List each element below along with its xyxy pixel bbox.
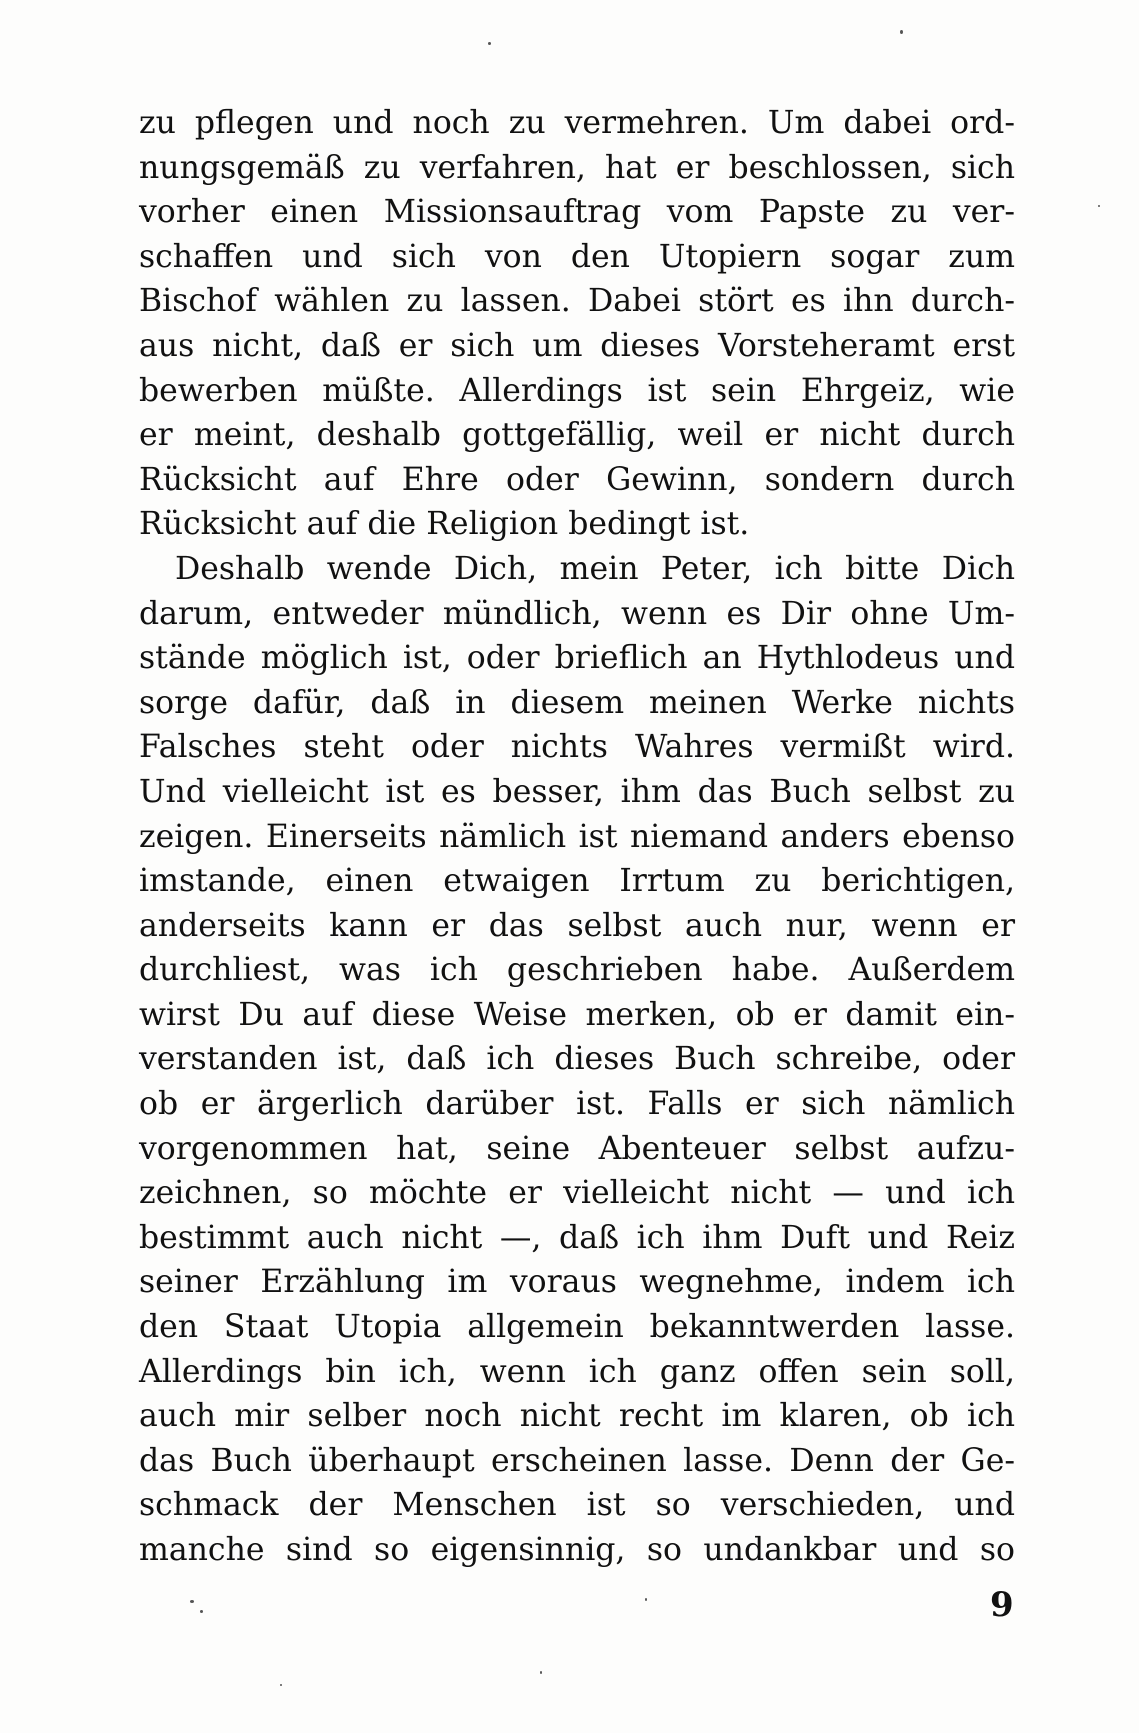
text-line: Rücksicht auf Ehre oder Gewinn, sondern durch bbox=[139, 461, 1015, 498]
dust-speck bbox=[280, 1684, 282, 1686]
text-line: bewerben müßte. Allerdings ist sein Ehrgeiz, wie bbox=[139, 372, 1015, 409]
text-line: verstanden ist, daß ich dieses Buch schreibe, oder bbox=[139, 1041, 1015, 1078]
text-line: er meint, deshalb gottgefällig, weil er nicht durch bbox=[139, 417, 1015, 454]
dust-speck bbox=[645, 1598, 647, 1601]
text-line: bestimmt auch nicht —, daß ich ihm Duft und Reiz bbox=[139, 1219, 1015, 1256]
text-line: zeichnen, so möchte er vielleicht nicht — und ich bbox=[139, 1175, 1015, 1212]
text-line: Und vielleicht ist es besser, ihm das Buch selbst zu bbox=[139, 773, 1015, 810]
text-line: seiner Erzählung im voraus wegnehme, indem ich bbox=[139, 1264, 1015, 1301]
text-line: aus nicht, daß er sich um dieses Vorsteheramt erst bbox=[139, 327, 1015, 364]
text-line: Deshalb wende Dich, mein Peter, ich bitte Dich bbox=[175, 550, 1015, 587]
dust-speck bbox=[540, 1671, 542, 1674]
text-line: anderseits kann er das selbst auch nur, wenn er bbox=[139, 907, 1015, 944]
text-line: wirst Du auf diese Weise merken, ob er damit ein- bbox=[139, 996, 1015, 1033]
text-line: den Staat Utopia allgemein bekanntwerden lasse. bbox=[139, 1309, 1015, 1346]
text-line: das Buch überhaupt erscheinen lasse. Denn der Ge- bbox=[139, 1442, 1015, 1479]
text-line: Allerdings bin ich, wenn ich ganz offen sein soll, bbox=[139, 1353, 1015, 1390]
text-line: manche sind so eigensinnig, so undankbar und so bbox=[139, 1532, 1015, 1568]
text-line: schaffen und sich von den Utopiern sogar zum bbox=[139, 238, 1015, 275]
text-line: auch mir selber noch nicht recht im klaren, ob ich bbox=[139, 1398, 1015, 1435]
text-line: zeigen. Einerseits nämlich ist niemand anders ebenso bbox=[139, 818, 1015, 855]
text-line: schmack der Menschen ist so verschieden, und bbox=[139, 1487, 1015, 1524]
text-line: sorge dafür, daß in diesem meinen Werke nichts bbox=[139, 684, 1015, 721]
text-line: Rücksicht auf die Religion bedingt ist. bbox=[139, 506, 750, 543]
text-line: durchliest, was ich geschrieben habe. Außerdem bbox=[139, 952, 1015, 989]
dust-speck bbox=[1098, 205, 1100, 207]
text-line: imstande, einen etwaigen Irrtum zu berichtigen, bbox=[139, 863, 1015, 900]
body-text bbox=[139, 101, 1015, 1573]
dust-speck bbox=[190, 1600, 194, 1603]
text-line: zu pflegen und noch zu vermehren. Um dabei ord- bbox=[139, 105, 1015, 141]
dust-speck bbox=[200, 1610, 203, 1613]
text-line: darum, entweder mündlich, wenn es Dir ohne Um- bbox=[139, 595, 1015, 632]
dust-speck bbox=[900, 30, 903, 34]
text-line: Bischof wählen zu lassen. Dabei stört es ihn durch- bbox=[139, 283, 1015, 320]
text-line: ob er ärgerlich darüber ist. Falls er sich nämlich bbox=[139, 1086, 1015, 1123]
text-line: vorgenommen hat, seine Abenteuer selbst aufzu- bbox=[139, 1130, 1015, 1167]
text-line: Falsches steht oder nichts Wahres vermißt wird. bbox=[139, 729, 1015, 766]
text-line: vorher einen Missionsauftrag vom Papste zu ver- bbox=[139, 194, 1015, 231]
text-line: nungsgemäß zu verfahren, hat er beschlossen, sich bbox=[139, 149, 1015, 186]
dust-speck bbox=[488, 42, 491, 45]
text-line: stände möglich ist, oder brieflich an Hythlodeus und bbox=[139, 640, 1015, 677]
page-number: 9 bbox=[990, 1585, 1014, 1625]
